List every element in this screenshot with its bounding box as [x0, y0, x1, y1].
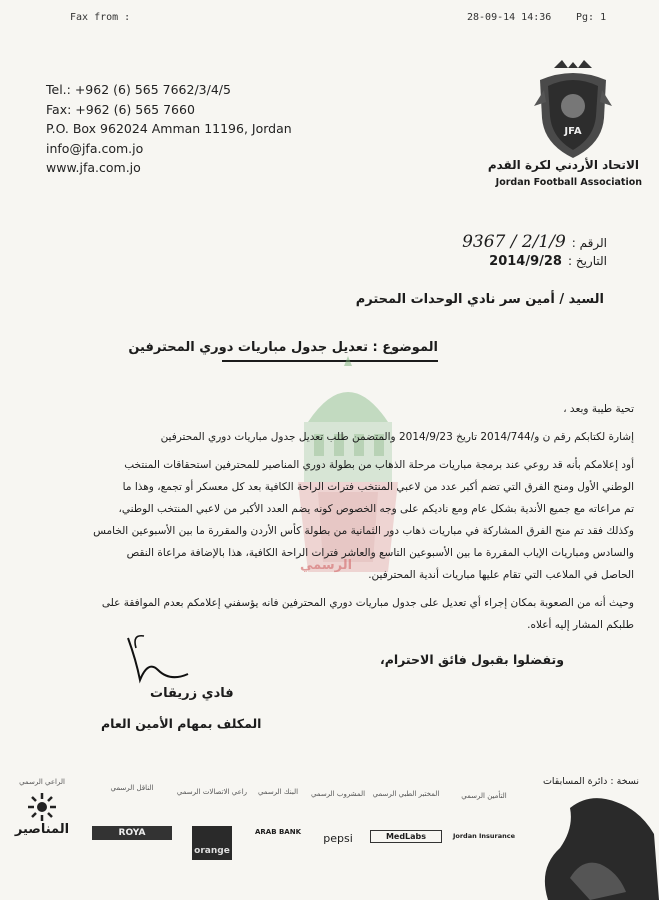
sponsor-insurance: [448, 792, 520, 840]
sponsor-main: [12, 778, 72, 837]
sponsor-name: MedLabs: [370, 830, 442, 843]
sponsor-name: المناصير: [14, 822, 70, 837]
fax-page-number: Pg: 1: [576, 12, 607, 23]
sun-logo-icon: [25, 792, 59, 822]
date-label: التاريخ :: [567, 254, 607, 268]
ref-date-line: [462, 254, 607, 276]
copy-note: نسخة : دائرة المسابقات: [542, 776, 639, 787]
greeting: تحية طيبة وبعد ،: [563, 403, 634, 415]
sponsor-label: المشروب الرسمي: [310, 790, 366, 798]
sponsor-label: راعي الاتصالات الرسمي: [176, 788, 248, 796]
body-line: تم مراعاته مع جميع الأندية بشكل عام ومع ناديكم على وجه الخصوص كونه يضم العدد الأكبر من لاعبي المنتخب الوطني،: [118, 503, 634, 515]
sponsor-bank: [250, 788, 306, 836]
body-line: إشارة لكتابكم رقم ن و/2014/744 تاريخ 2014/9/23 والمتضمن طلب تعديل جدول مباريات دوري المحترفين: [160, 431, 634, 443]
sponsor-label: البنك الرسمي: [257, 788, 299, 796]
body-line: وكذلك فقد تم منح الفرق المشاركة في مباريات ذهاب دور الثمانية من بطولة كأس الأردن والمقررة ما بين الأسبوعين الخامس: [93, 525, 634, 537]
fax-header: [0, 12, 659, 28]
sponsor-telecom: [176, 788, 248, 860]
sponsor-label: التأمين الرسمي: [461, 792, 507, 800]
signature-mark: [118, 630, 198, 690]
sponsors-bar: [12, 778, 532, 894]
sponsor-lab: [370, 790, 442, 843]
contact-email: info@jfa.com.jo: [46, 140, 144, 156]
signer-title: المكلف بمهام الأمين العام: [101, 716, 262, 731]
reference-block: [462, 232, 607, 276]
contact-tel: Tel.: +962 (6) 565 7662/3/4/5: [46, 82, 231, 97]
svg-text:JFA: JFA: [564, 126, 582, 137]
sponsor-drink: [308, 790, 368, 845]
ref-number: 9367 / 2/1/9: [462, 232, 566, 252]
closing-line: وتفضلوا بقبول فائق الاحترام،: [379, 652, 564, 667]
sponsor-label: المختبر الطبي الرسمي: [372, 790, 440, 798]
sponsor-broadcast: [92, 784, 172, 840]
org-name-arabic: الاتحاد الأردني لكرة القدم: [487, 158, 639, 172]
sponsor-name: pepsi: [323, 832, 353, 845]
body-line: الوطني الأول ومنح الفرق التي تضم أكبر عدد من لاعبي المنتخب فترات الراحة الكافية بعد كل معسكر أو تجمع، وهذا ما: [122, 481, 634, 493]
org-name-english: Jordan Football Association: [495, 177, 642, 188]
contact-block: [46, 80, 292, 178]
body-line: والسادس ومباريات الإياب المقررة ما بين الأسبوعين التاسع والعاشر فترات الراحة الكافية، هذا بالإضافة مراعاة النقص: [126, 547, 634, 559]
sponsor-name: ROYA: [92, 826, 172, 840]
contact-pobox: P.O. Box 962024 Amman 11196, Jordan: [46, 121, 292, 136]
ref-number-line: [462, 232, 607, 254]
body-line: أود إعلامكم بأنه قد روعي عند برمجة مباريات مرحلة الذهاب من بطولة دوري المناصير للمحترفين استحقاقات المنتخب: [124, 459, 634, 471]
sponsor-label: الراعي الرسمي: [19, 778, 65, 786]
subject-line: الموضوع : تعديل جدول مباريات دوري المحترفين: [222, 336, 438, 362]
addressee: السيد / أمين سر نادي الوحدات المحترم: [355, 292, 604, 307]
fax-from: Fax from :: [70, 12, 131, 23]
sponsor-label: الناقل الرسمي: [110, 784, 154, 792]
signer-name: فادي زريقات: [150, 686, 234, 701]
body-line: وحيث أنه من الصعوبة بمكان إجراء أي تعديل على جدول مباريات دوري المحترفين فانه يؤسفني إعلامكم بعدم الموافقة على: [101, 597, 634, 609]
sponsor-name: orange: [192, 826, 232, 860]
ref-label: الرقم :: [571, 236, 607, 250]
body-line: طلبكم المشار إليه أعلاه.: [527, 619, 634, 631]
sponsor-name: ARAB BANK: [254, 828, 302, 836]
contact-web: www.jfa.com.jo: [46, 160, 141, 175]
fax-timestamp: 28-09-14 14:36: [467, 12, 552, 23]
body-line: الحاصل في الملاعب التي تقام عليها مباريات أندية المحترفين.: [368, 569, 634, 581]
contact-fax: Fax: +962 (6) 565 7660: [46, 101, 195, 117]
ref-date: 2014/9/28: [489, 254, 562, 269]
letter-body: [44, 398, 634, 636]
sponsor-name: Jordan Insurance: [452, 832, 516, 840]
jfa-logo-icon: [532, 60, 614, 160]
watermark-text: الرسمي: [300, 558, 353, 573]
jordan-map-icon: [530, 788, 659, 900]
